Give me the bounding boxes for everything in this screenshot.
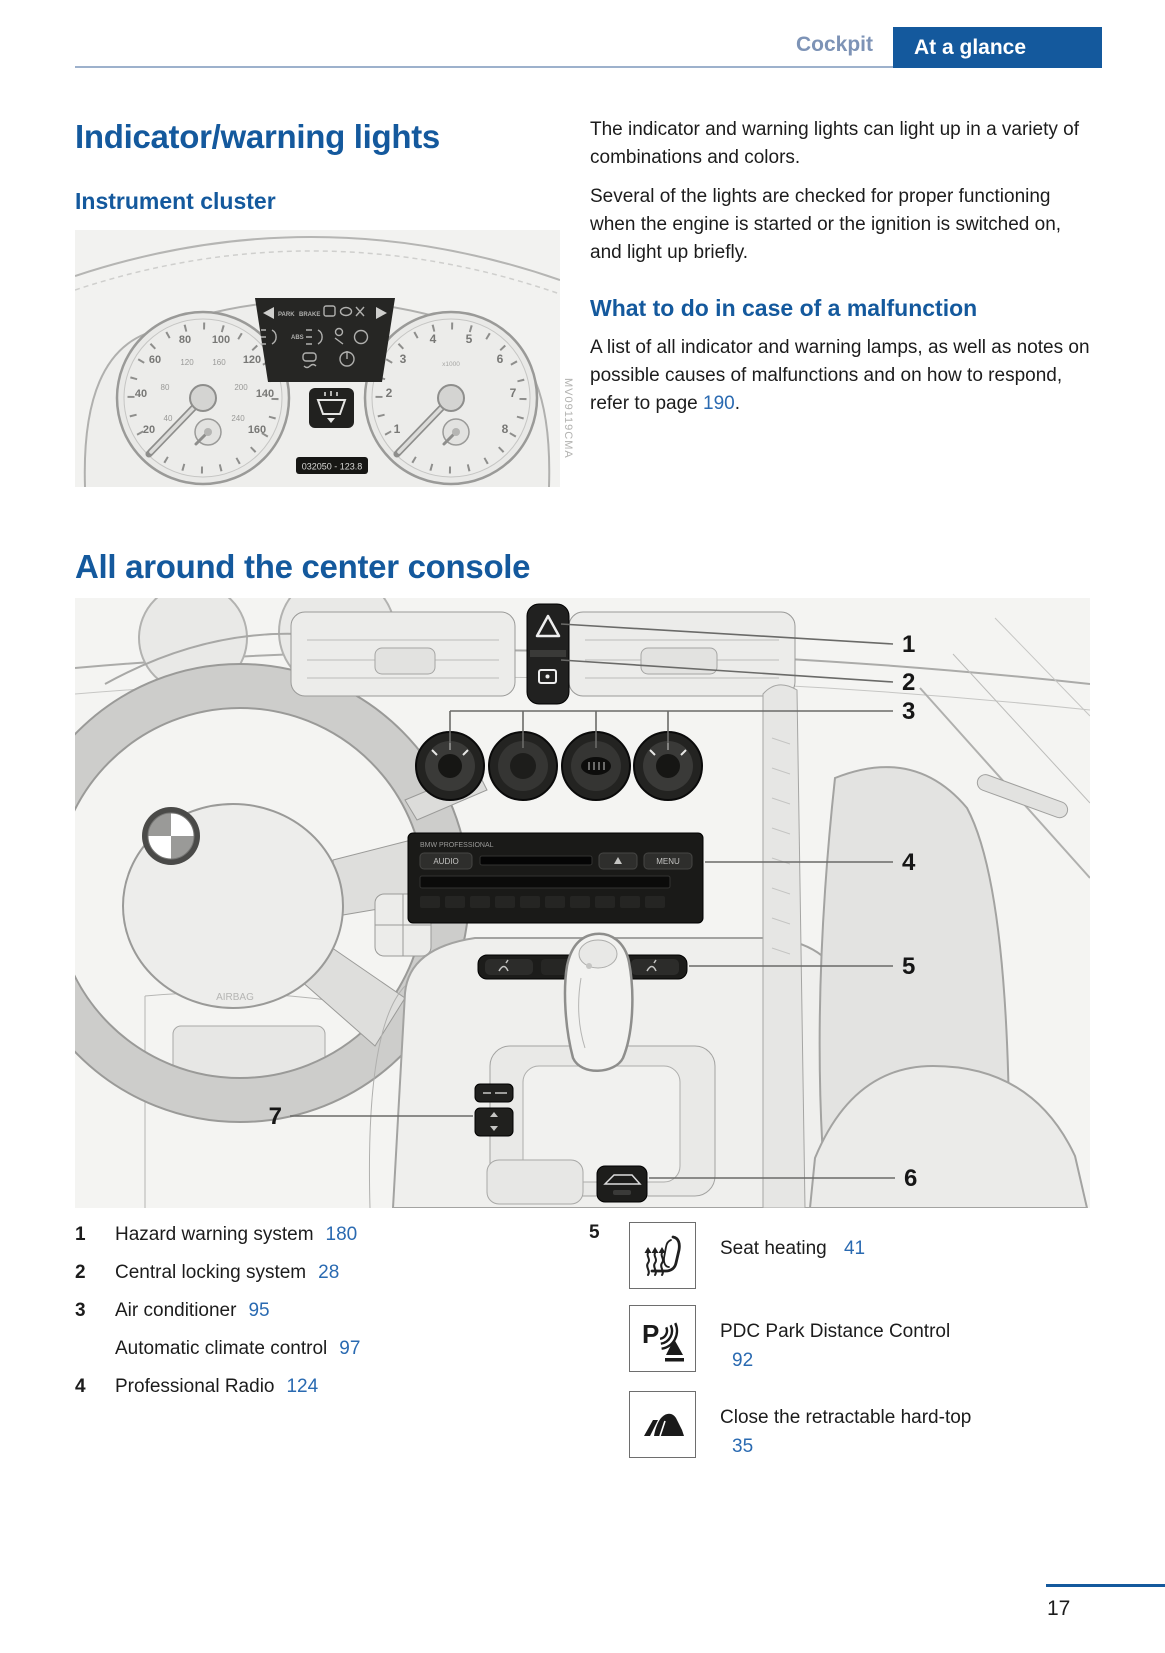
- svg-text:20: 20: [142, 424, 156, 436]
- legend-number: 4: [75, 1376, 86, 1397]
- image-code: MV09119CMA: [562, 378, 574, 459]
- legend-page-ref: 28: [318, 1262, 340, 1283]
- instrument-cluster-figure: [75, 230, 560, 487]
- svg-text:8: 8: [501, 422, 509, 436]
- legend-row-hardtop: [589, 1391, 1090, 1461]
- svg-text:160: 160: [212, 358, 226, 367]
- svg-text:120: 120: [242, 354, 262, 366]
- legend-number: 3: [75, 1300, 86, 1321]
- legend-right-column: [589, 1222, 1090, 1477]
- svg-text:140: 140: [255, 388, 275, 400]
- callout-number-1: 1: [902, 631, 916, 658]
- malfunction-heading: What to do in case of a malfunction: [590, 295, 978, 321]
- svg-text:160: 160: [247, 424, 267, 436]
- legend-page-ref: 180: [325, 1224, 358, 1245]
- callout-number-7: 7: [268, 1103, 282, 1130]
- legend-page-ref: 95: [248, 1300, 270, 1321]
- odometer-display: [296, 457, 368, 474]
- legend-row-hazard: [75, 1222, 589, 1247]
- paragraph-intro-2: Several of the lights are checked for proper functioning when the engine is started or the ignition is switched on, and light up briefly.: [590, 186, 1062, 263]
- svg-text:P: P: [641, 1318, 659, 1349]
- intro-text-column: [590, 116, 1093, 429]
- radio-brand-label: BMW PROFESSIONAL: [420, 842, 494, 849]
- legend: [75, 1222, 1090, 1477]
- callout-number-6: 6: [904, 1165, 918, 1192]
- svg-text:6: 6: [496, 352, 504, 366]
- footer-rule: [1046, 1584, 1165, 1587]
- brake-lamp-label: BRAKE: [299, 312, 321, 318]
- svg-text:40: 40: [134, 388, 148, 400]
- legend-page-ref: 92: [732, 1350, 754, 1371]
- instrument-cluster-illustration: [75, 230, 560, 487]
- svg-text:MENU: MENU: [656, 857, 680, 866]
- radio-unit: [408, 833, 703, 923]
- hazard-lock-switch: [527, 604, 569, 704]
- legend-row-climate-control: [75, 1336, 589, 1361]
- callout-number-4: 4: [902, 849, 916, 876]
- svg-text:3: 3: [399, 352, 407, 366]
- legend-label: Central locking system: [115, 1262, 307, 1283]
- legend-label: PDC Park Distance Control: [720, 1321, 951, 1342]
- hardtop-icon: [629, 1391, 696, 1458]
- page-number: 17: [1047, 1597, 1071, 1620]
- svg-text:AUDIO: AUDIO: [433, 857, 459, 866]
- storage-tray: [487, 1160, 583, 1204]
- radio-display: [420, 876, 670, 888]
- page-reference-190: 190: [703, 393, 735, 414]
- subsection-title-instrument-cluster: Instrument cluster: [75, 188, 276, 214]
- header-rule: [75, 66, 893, 68]
- svg-text:80: 80: [160, 383, 170, 392]
- legend-row-air-conditioner: [75, 1298, 589, 1323]
- tachometer: [365, 312, 537, 484]
- legend-label: Hazard warning system: [115, 1224, 314, 1245]
- legend-label: Air conditioner: [115, 1300, 237, 1321]
- cd-slot: [480, 856, 592, 865]
- header-section-label: Cockpit: [795, 33, 873, 56]
- section-title-indicator: Indicator/warning lights: [75, 118, 440, 155]
- legend-row-seat-heating: [589, 1222, 1090, 1289]
- svg-text:4: 4: [429, 332, 437, 346]
- legend-page-ref: 35: [732, 1436, 754, 1457]
- center-console-figure: [75, 598, 1090, 1208]
- header-chapter-tab: At a glance: [893, 27, 1102, 68]
- svg-text:5: 5: [465, 332, 473, 346]
- svg-text:60: 60: [148, 354, 162, 366]
- section-title-console: All around the center console: [75, 548, 531, 585]
- seat-heating-icon: [629, 1222, 696, 1289]
- svg-text:80: 80: [178, 334, 192, 346]
- legend-left-column: [75, 1222, 589, 1477]
- legend-number: [75, 1336, 115, 1361]
- legend-row-central-locking: [75, 1260, 589, 1285]
- bmw-roundel-icon: [142, 807, 200, 865]
- legend-page-ref: 97: [339, 1338, 361, 1359]
- svg-text:40: 40: [163, 414, 173, 423]
- airbag-label: AIRBAG: [216, 992, 254, 1003]
- callout-number-5: 5: [902, 953, 916, 980]
- paragraph-malfunction: [590, 334, 1093, 418]
- legend-page-ref: 41: [843, 1238, 866, 1259]
- svg-text:200: 200: [234, 383, 248, 392]
- svg-text:x1000: x1000: [442, 361, 460, 368]
- legend-row-pdc: [589, 1305, 1090, 1375]
- warning-light-panel: [255, 298, 395, 382]
- legend-label: Close the retractable hard-top: [720, 1407, 972, 1428]
- svg-text:120: 120: [180, 358, 194, 367]
- hardtop-switch: [597, 1166, 647, 1202]
- svg-text:100: 100: [211, 334, 231, 346]
- legend-row-professional-radio: [75, 1374, 589, 1399]
- legend-label: Seat heating: [720, 1238, 827, 1259]
- center-console-illustration: [75, 598, 1090, 1208]
- svg-text:240: 240: [231, 414, 245, 423]
- callout-number-2: 2: [902, 669, 916, 696]
- legend-label: Professional Radio: [115, 1376, 275, 1397]
- park-lamp-label: PARK: [278, 312, 295, 318]
- legend-number: 5: [589, 1222, 600, 1243]
- legend-label: Automatic climate control: [115, 1338, 328, 1359]
- legend-page-ref: 124: [286, 1376, 319, 1397]
- gear-shifter: [565, 934, 632, 1071]
- svg-text:2: 2: [385, 386, 393, 400]
- svg-text:1: 1: [393, 422, 401, 436]
- legend-number: 1: [75, 1224, 86, 1245]
- washer-fluid-indicator: [309, 388, 354, 428]
- pdc-icon: [629, 1305, 696, 1372]
- svg-text:7: 7: [509, 386, 517, 400]
- legend-number: 2: [75, 1262, 86, 1283]
- svg-text:032050 - 123.8: 032050 - 123.8: [301, 461, 363, 472]
- paragraph-intro-1: The indicator and warning lights can light up in a variety of combinations and colors.: [590, 119, 1079, 168]
- abs-lamp-label: ABS: [291, 335, 304, 341]
- malfunction-text: A list of all indicator and warning lamps, as well as notes on possible causes of malfunctions and on how to respond, refer to page: [590, 337, 1090, 414]
- dtc-buttons: [475, 1084, 513, 1136]
- malfunction-period: .: [734, 393, 741, 414]
- callout-number-3: 3: [902, 698, 916, 725]
